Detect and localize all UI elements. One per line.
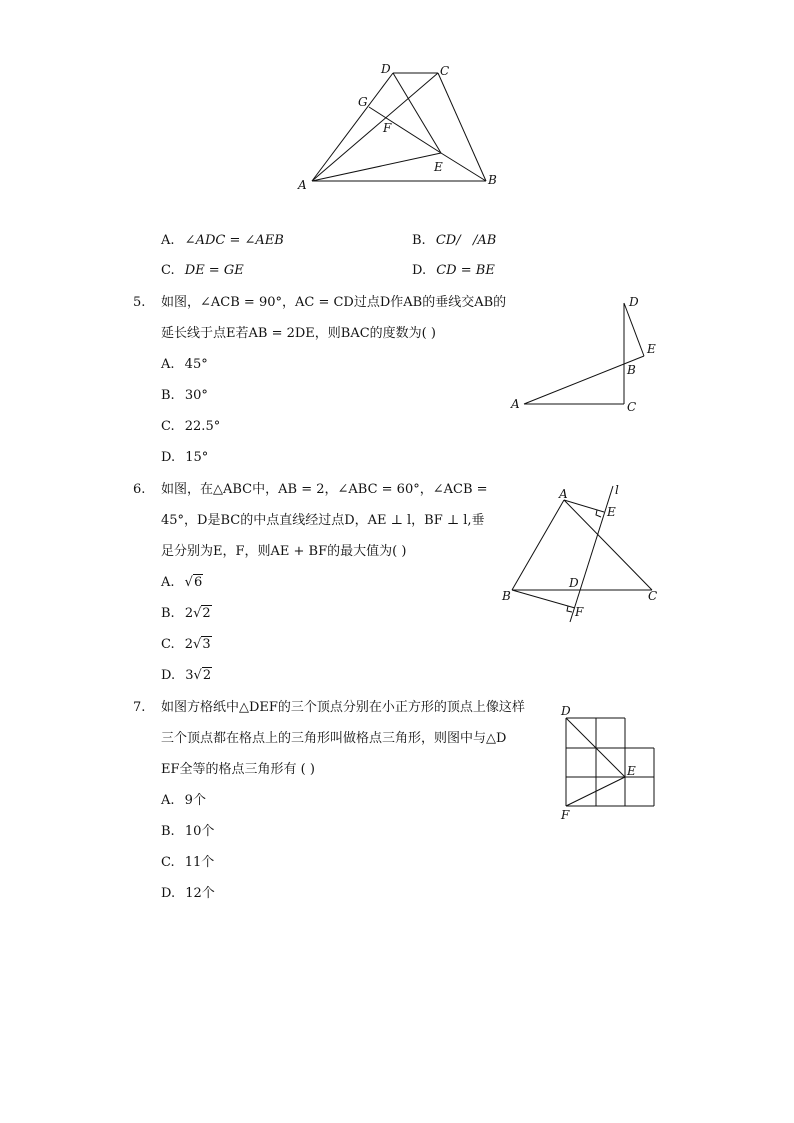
q6-label-E: E	[607, 505, 616, 519]
option-radicand: 6	[193, 575, 203, 590]
option-letter: D.	[412, 263, 427, 278]
q5-label-D: D	[629, 295, 639, 309]
q4-label-D: D	[381, 62, 391, 76]
option-text: DE = GE	[184, 263, 244, 278]
option-coef: 2	[184, 637, 194, 652]
q6-number: 6.	[133, 482, 146, 497]
sqrt-icon: √	[184, 575, 193, 590]
q5-label-A: A	[511, 397, 520, 411]
option-text: ∠ADC = ∠AEB	[184, 233, 284, 248]
option-letter: C.	[161, 263, 175, 278]
q7-stem-line3: EF全等的格点三角形有 ( )	[161, 762, 315, 777]
option-letter: B.	[412, 233, 426, 248]
option-letter: B.	[161, 824, 175, 839]
q6-label-D: D	[569, 576, 579, 590]
q7-option-b[interactable]	[161, 824, 214, 840]
option-letter: B.	[161, 606, 175, 621]
sqrt-icon: √	[193, 606, 202, 621]
q7-option-d[interactable]	[161, 886, 215, 902]
option-letter: B.	[161, 388, 175, 403]
q7-stem-line2: 三个顶点都在格点上的三角形叫做格点三角形，则图中与△D	[161, 731, 507, 746]
option-radicand: 3	[202, 637, 211, 652]
option-coef: 2	[184, 606, 194, 621]
q7-label-F: F	[561, 808, 570, 822]
q6-label-C: C	[648, 589, 658, 603]
option-letter: A.	[161, 233, 175, 248]
q7-label-E: E	[627, 764, 636, 778]
option-text: 45°	[184, 357, 208, 372]
q5-stem-line1: 如图，∠ACB = 90°，AC = CD过点D作AB的垂线交AB的	[161, 295, 507, 310]
q4-label-C: C	[440, 64, 450, 78]
option-letter: A.	[161, 357, 175, 372]
option-text: 10个	[184, 824, 215, 839]
q6-stem-line2: 45°，D是BC的中点直线经过点D，AE ⊥ l，BF ⊥ l,垂	[161, 513, 485, 528]
option-text: 22.5°	[184, 419, 221, 434]
q7-option-c[interactable]	[161, 855, 214, 871]
option-letter: D.	[161, 450, 176, 465]
q4-label-B: B	[488, 173, 497, 187]
option-letter: A.	[161, 575, 175, 590]
option-radicand: 2	[202, 606, 211, 621]
q6-label-F: F	[575, 605, 584, 619]
option-letter: D.	[161, 886, 176, 901]
q5-number: 5.	[133, 295, 146, 310]
option-letter: C.	[161, 637, 175, 652]
option-text: 15°	[185, 450, 209, 465]
q5-stem-line2: 延长线于点E若AB = 2DE，则BAC的度数为( )	[161, 326, 436, 341]
q4-label-F: F	[383, 121, 392, 135]
option-letter: A.	[161, 793, 175, 808]
q6-stem-line1: 如图，在△ABC中，AB = 2，∠ABC = 60°，∠ACB =	[161, 482, 488, 497]
sqrt-icon: √	[193, 637, 202, 652]
q6-stem-line3: 足分别为E，F，则AE + BF的最大值为( )	[161, 544, 407, 559]
option-text: CD = BE	[436, 263, 495, 278]
q7-stem-line1: 如图方格纸中△DEF的三个顶点分别在小正方形的顶点上像这样	[161, 700, 525, 715]
option-letter: C.	[161, 419, 175, 434]
q6-label-B: B	[502, 589, 511, 603]
q4-label-E: E	[434, 160, 443, 174]
option-coef: 3	[185, 668, 194, 683]
q5-label-C: C	[627, 400, 637, 414]
q6-label-l: l	[615, 483, 619, 497]
option-text: 12个	[185, 886, 215, 901]
q5-label-E: E	[647, 342, 656, 356]
q7-option-a[interactable]	[161, 793, 206, 809]
sqrt-icon: √	[193, 668, 202, 683]
option-radicand: 2	[202, 668, 212, 683]
q4-label-G: G	[358, 95, 368, 109]
q7-number: 7.	[133, 700, 146, 715]
option-letter: D.	[161, 668, 176, 683]
option-text: 11个	[184, 855, 215, 870]
q6-label-A: A	[559, 487, 568, 501]
option-text: 30°	[184, 388, 208, 403]
option-text: CD/ /AB	[435, 233, 497, 248]
q4-label-A: A	[298, 178, 307, 192]
q5-label-B: B	[627, 363, 636, 377]
option-text: 9个	[184, 793, 206, 808]
option-letter: C.	[161, 855, 175, 870]
q7-label-D: D	[561, 704, 571, 718]
